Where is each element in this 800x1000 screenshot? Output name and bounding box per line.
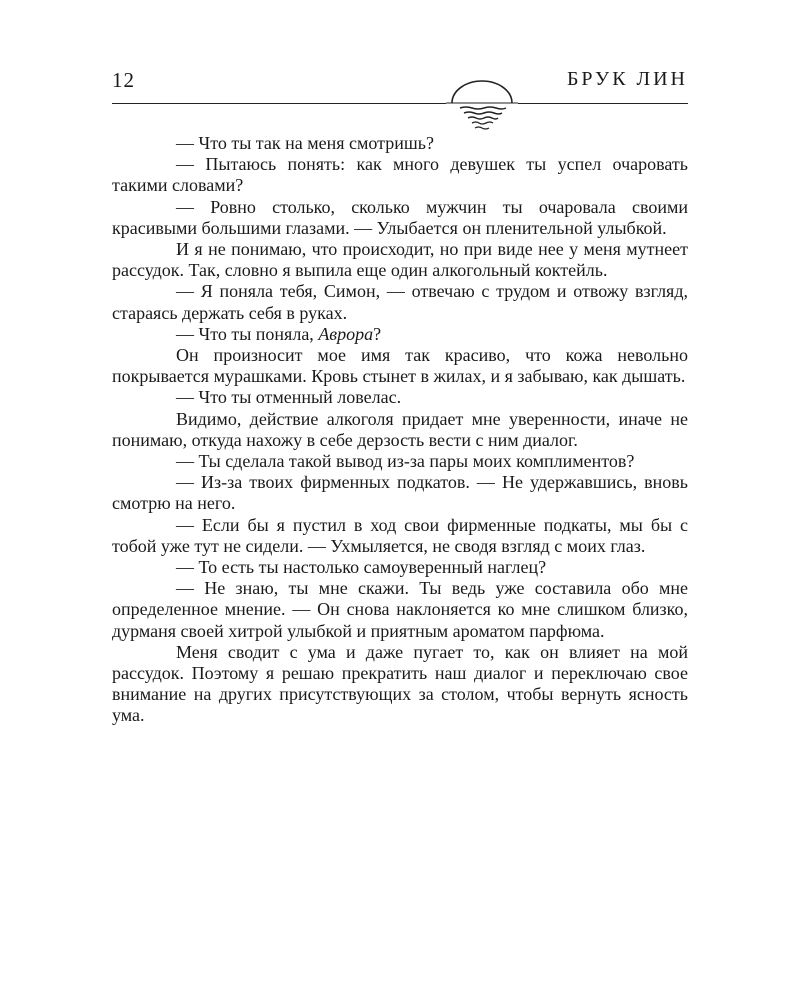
sunset-ornament-icon — [446, 78, 518, 134]
paragraph: — Если бы я пустил в ход свои фирменные подкаты, мы бы с тобой уже тут не сидели. — Ухмыляется, не сводя взгляд с моих глаз. — [112, 514, 688, 556]
paragraph: — Что ты отменный ловелас. — [176, 387, 402, 408]
page-number: 12 — [112, 68, 135, 92]
body-text — [112, 133, 688, 727]
paragraph: — То есть ты настолько самоуверенный наглец? — [176, 557, 547, 578]
header-rule — [112, 103, 688, 104]
running-head: БРУК ЛИН — [566, 68, 688, 90]
paragraph-text: ? — [373, 323, 382, 344]
paragraph: Меня сводит с ума и даже пугает то, как он влияет на мой рассудок. Поэтому я решаю прекратить наш диалог и переключаю свое внимание на других присутствующих за столом, чтобы вернуть ясность ума. — [112, 641, 688, 726]
paragraph: Видимо, действие алкоголя придает мне уверенности, иначе не понимаю, откуда нахожу в себе дерзость вести с ним диалог. — [112, 408, 688, 450]
paragraph — [112, 324, 688, 345]
paragraph: — Я поняла тебя, Симон, — отвечаю с трудом и отвожу взгляд, стараясь держать себя в руках. — [112, 281, 688, 323]
italic-name: Аврора — [318, 323, 374, 344]
paragraph: — Ровно столько, сколько мужчин ты очаровала своими красивыми большими глазами. — Улыбается он пленительной улыбкой. — [112, 196, 688, 238]
paragraph-text: — Что ты поняла, — [176, 323, 319, 344]
paragraph: Он произносит мое имя так красиво, что кожа невольно покрывается мурашками. Кровь стынет в жилах, и я забываю, как дышать. — [112, 345, 688, 387]
paragraph: — Что ты так на меня смотришь? — [176, 133, 434, 153]
paragraph: И я не понимаю, что происходит, но при виде нее у меня мутнеет рассудок. Так, словно я выпила еще один алкогольный коктейль. — [112, 239, 688, 281]
paragraph: — Ты сделала такой вывод из-за пары моих комплиментов? — [176, 451, 635, 472]
paragraph: — Не знаю, ты мне скажи. Ты ведь уже составила обо мне определенное мнение. — Он снова наклоняется ко мне слишком близко, дурманя своей хитрой улыбкой и приятным ароматом парфюма. — [112, 578, 688, 641]
paragraph: — Из-за твоих фирменных подкатов. — Не удержавшись, вновь смотрю на него. — [112, 472, 688, 514]
paragraph: — Пытаюсь понять: как много девушек ты успел очаровать такими словами? — [112, 154, 688, 196]
